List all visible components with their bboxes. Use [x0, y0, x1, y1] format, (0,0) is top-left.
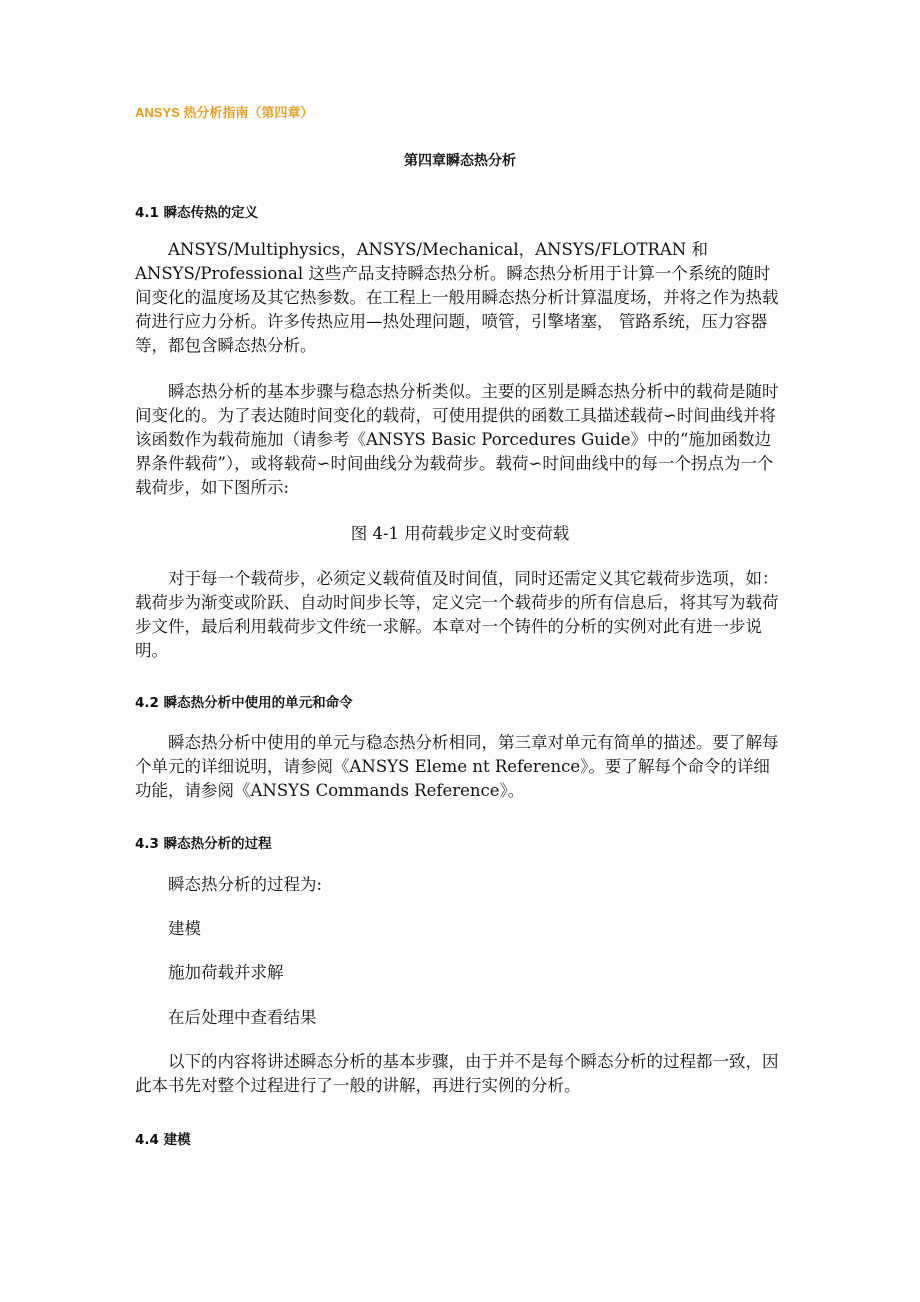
process-step-1: 建模	[168, 919, 201, 938]
section-title-4-4: 4.4 建模	[135, 1132, 191, 1148]
paragraph-4-1-c: 对于每一个载荷步，必须定义载荷值及时间值，同时还需定义其它载荷步选项，如：载荷步为渐变或阶跃、自动时间步长等，定义完一个载荷步的所有信息后，将其写为载荷步文件，最后利用载荷步文件统一求解。本章对一个铸件的分析的实例对此有进一步说明。	[135, 569, 779, 660]
section-title-4-2: 4.2 瞬态热分析中使用的单元和命令	[135, 695, 353, 711]
section-title-4-3: 4.3 瞬态热分析的过程	[135, 836, 272, 852]
paragraph-4-1-b: 瞬态热分析的基本步骤与稳态热分析类似。主要的区别是瞬态热分析中的载荷是随时间变化的。为了表达随时间变化的载荷，可使用提供的函数工具描述载荷∽时间曲线并将该函数作为载荷施加（请参考《ANSYS Basic Porcedures Guide》中的“施加函数边界条件载荷”），或将载荷∽时间曲线分为载荷步。载荷∽时间曲线中的每一个拐点为一个载荷步，如下图所示:	[135, 382, 779, 497]
process-step-3: 在后处理中查看结果	[168, 1008, 317, 1027]
paragraph-4-1-a: ANSYS/Multiphysics，ANSYS/Mechanical，ANSYS/FLOTRAN 和 ANSYS/Professional 这些产品支持瞬态热分析。瞬态热分析用于计算一个系统的随时间变化的温度场及其它热参数。在工程上一般用瞬态热分析计算温度场，并将之作为热载荷进行应力分析。许多传热应用—热处理问题，喷管，引擎堵塞， 管路系统，压力容器等，都包含瞬态热分析。	[135, 240, 779, 355]
process-step-2: 施加荷载并求解	[168, 963, 284, 982]
paragraph-4-3: 以下的内容将讲述瞬态分析的基本步骤，由于并不是每个瞬态分析的过程都一致，因此本书先对整个过程进行了一般的讲解，再进行实例的分析。	[135, 1052, 779, 1095]
figure-caption: 图 4-1 用荷载步定义时变荷载	[350, 524, 570, 543]
paragraph-4-2: 瞬态热分析中使用的单元与稳态热分析相同，第三章对单元有简单的描述。要了解每个单元的详细说明，请参阅《ANSYS Eleme nt Reference》。要了解每个命令的详细功能，请参阅《ANSYS Commands Reference》。	[135, 733, 779, 800]
chapter-title: 第四章瞬态热分析	[404, 153, 516, 169]
process-intro: 瞬态热分析的过程为:	[168, 875, 323, 894]
section-title-4-1: 4.1 瞬态传热的定义	[135, 205, 259, 221]
document-header: ANSYS 热分析指南（第四章）	[135, 105, 314, 120]
